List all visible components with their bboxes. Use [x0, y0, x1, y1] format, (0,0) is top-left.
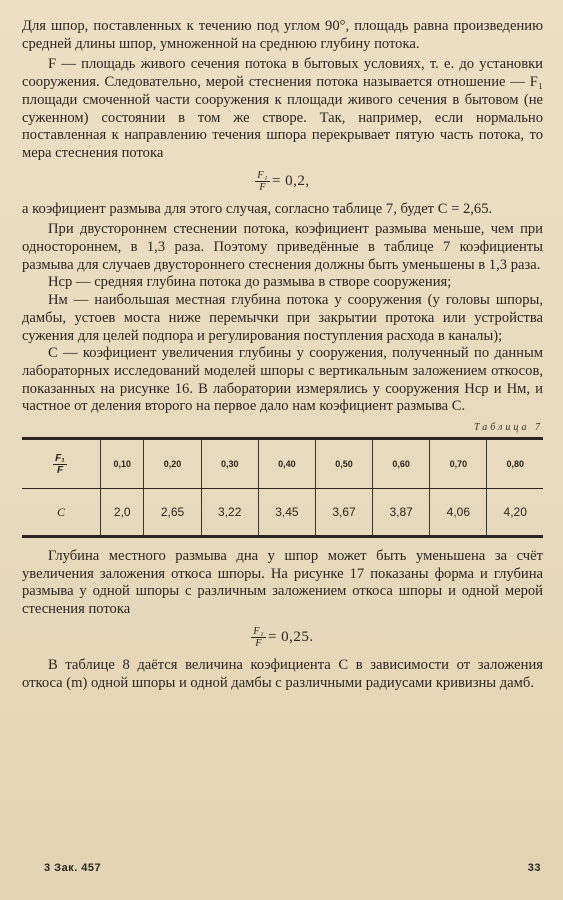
table-header-cell: 0,50	[315, 439, 372, 489]
table-cell: 3,22	[201, 489, 258, 537]
formula-numerator: F₁	[253, 625, 264, 637]
formula-fraction	[255, 170, 270, 193]
formula-rhs: = 0,25.	[267, 628, 314, 645]
formula-numerator: F₁	[257, 169, 268, 181]
table-header-cell: 0,30	[201, 439, 258, 489]
table-row	[22, 489, 543, 537]
table-header-cell: 0,80	[487, 439, 543, 489]
table-cell: 3,45	[258, 489, 315, 537]
paragraph-1: Для шпор, поставленных к течению под углом 90°, площадь равна произведению средней длины шпор, умноженной на среднюю глубину потока.	[22, 18, 543, 52]
paragraph-7: C — коэфициент увеличения глубины у сооружения, полученный по данным лабораторных исследований моделей шпоры с вертикальным заложением откосов, показанных на рисунке 16. В лаборатории измерялись у сооружения Hср и Hм, и частное от деления второго на первое дало нам коэфициент размыва C.	[22, 345, 543, 415]
header-numerator: F₁	[55, 452, 65, 464]
table-header-label	[22, 439, 101, 489]
header-denominator: F	[56, 464, 64, 476]
formula-rhs: = 0,2,	[271, 172, 310, 189]
coefficient-table	[22, 437, 543, 538]
table-cell: 4,20	[487, 489, 543, 537]
formula-denominator: F	[259, 181, 266, 193]
paragraph-4: При двустороннем стеснении потока, коэфициент размыва меньше, чем при одностороннем, в 1,3 раза. Поэтому приведённые в таблице 7 коэфициенты размыва для случаев двустороннего стеснения должны быть уменьшены в 1,3 раза.	[22, 221, 543, 273]
paragraph-2: F — площадь живого сечения потока в бытовых условиях, т. е. до установки сооружения. Следовательно, мерой стеснения потока называется отношение — F₁ площади смоченной части сооружения к площади живого сечения в бытовом (не суженном) состоянии в том же створе. Так, например, если нормально поставленная к направлению течения шпора перекрывает пятую часть потока, то мера стеснения потока	[22, 56, 543, 161]
table-header-cell: 0,60	[373, 439, 430, 489]
paragraph-3: а коэфициент размыва для этого случая, согласно таблице 7, будет C = 2,65.	[22, 200, 493, 217]
table-cell: 3,67	[315, 489, 372, 537]
table-cell: 2,0	[101, 489, 144, 537]
formula-stenosis-ratio-2	[22, 626, 543, 649]
table-cell: 2,65	[144, 489, 201, 537]
page-footer	[44, 862, 541, 874]
printer-signature: 3 Зак. 457	[44, 862, 102, 874]
formula-fraction	[251, 626, 266, 649]
paragraph-8: Глубина местного размыва дна у шпор может быть уменьшена за счёт увеличения заложения откоса шпоры. На рисунке 17 показаны форма и глубина размыва у одной шпоры с различным заложением откоса шпоры и одной мерой стеснения потока	[22, 548, 543, 618]
table-row-label: C	[22, 489, 101, 537]
formula-stenosis-ratio	[22, 170, 543, 193]
header-fraction	[53, 453, 67, 476]
table-header-row	[22, 439, 543, 489]
table-cell: 4,06	[430, 489, 487, 537]
formula-denominator: F	[255, 637, 262, 649]
table-cell: 3,87	[373, 489, 430, 537]
table-caption: Таблица 7	[474, 422, 543, 434]
paragraph-5: Hср — средняя глубина потока до размыва в створе сооружения;	[48, 274, 452, 291]
page-number: 33	[527, 862, 541, 874]
paragraph-6: Hм — наибольшая местная глубина потока у сооружения (у головы шпоры, дамбы, устоев моста ниже перемычки при закрытии протока или устройства сужения для целей подпора и регулирования поступления расхода в каналы);	[22, 292, 543, 344]
table-header-cell: 0,40	[258, 439, 315, 489]
table-header-cell: 0,70	[430, 439, 487, 489]
table-header-cell: 0,20	[144, 439, 201, 489]
table-header-cell: 0,10	[101, 439, 144, 489]
paragraph-9: В таблице 8 даётся величина коэфициента C в зависимости от заложения откоса (m) одной шпоры и одной дамбы с различными радиусами кривизны дамб.	[22, 656, 543, 691]
